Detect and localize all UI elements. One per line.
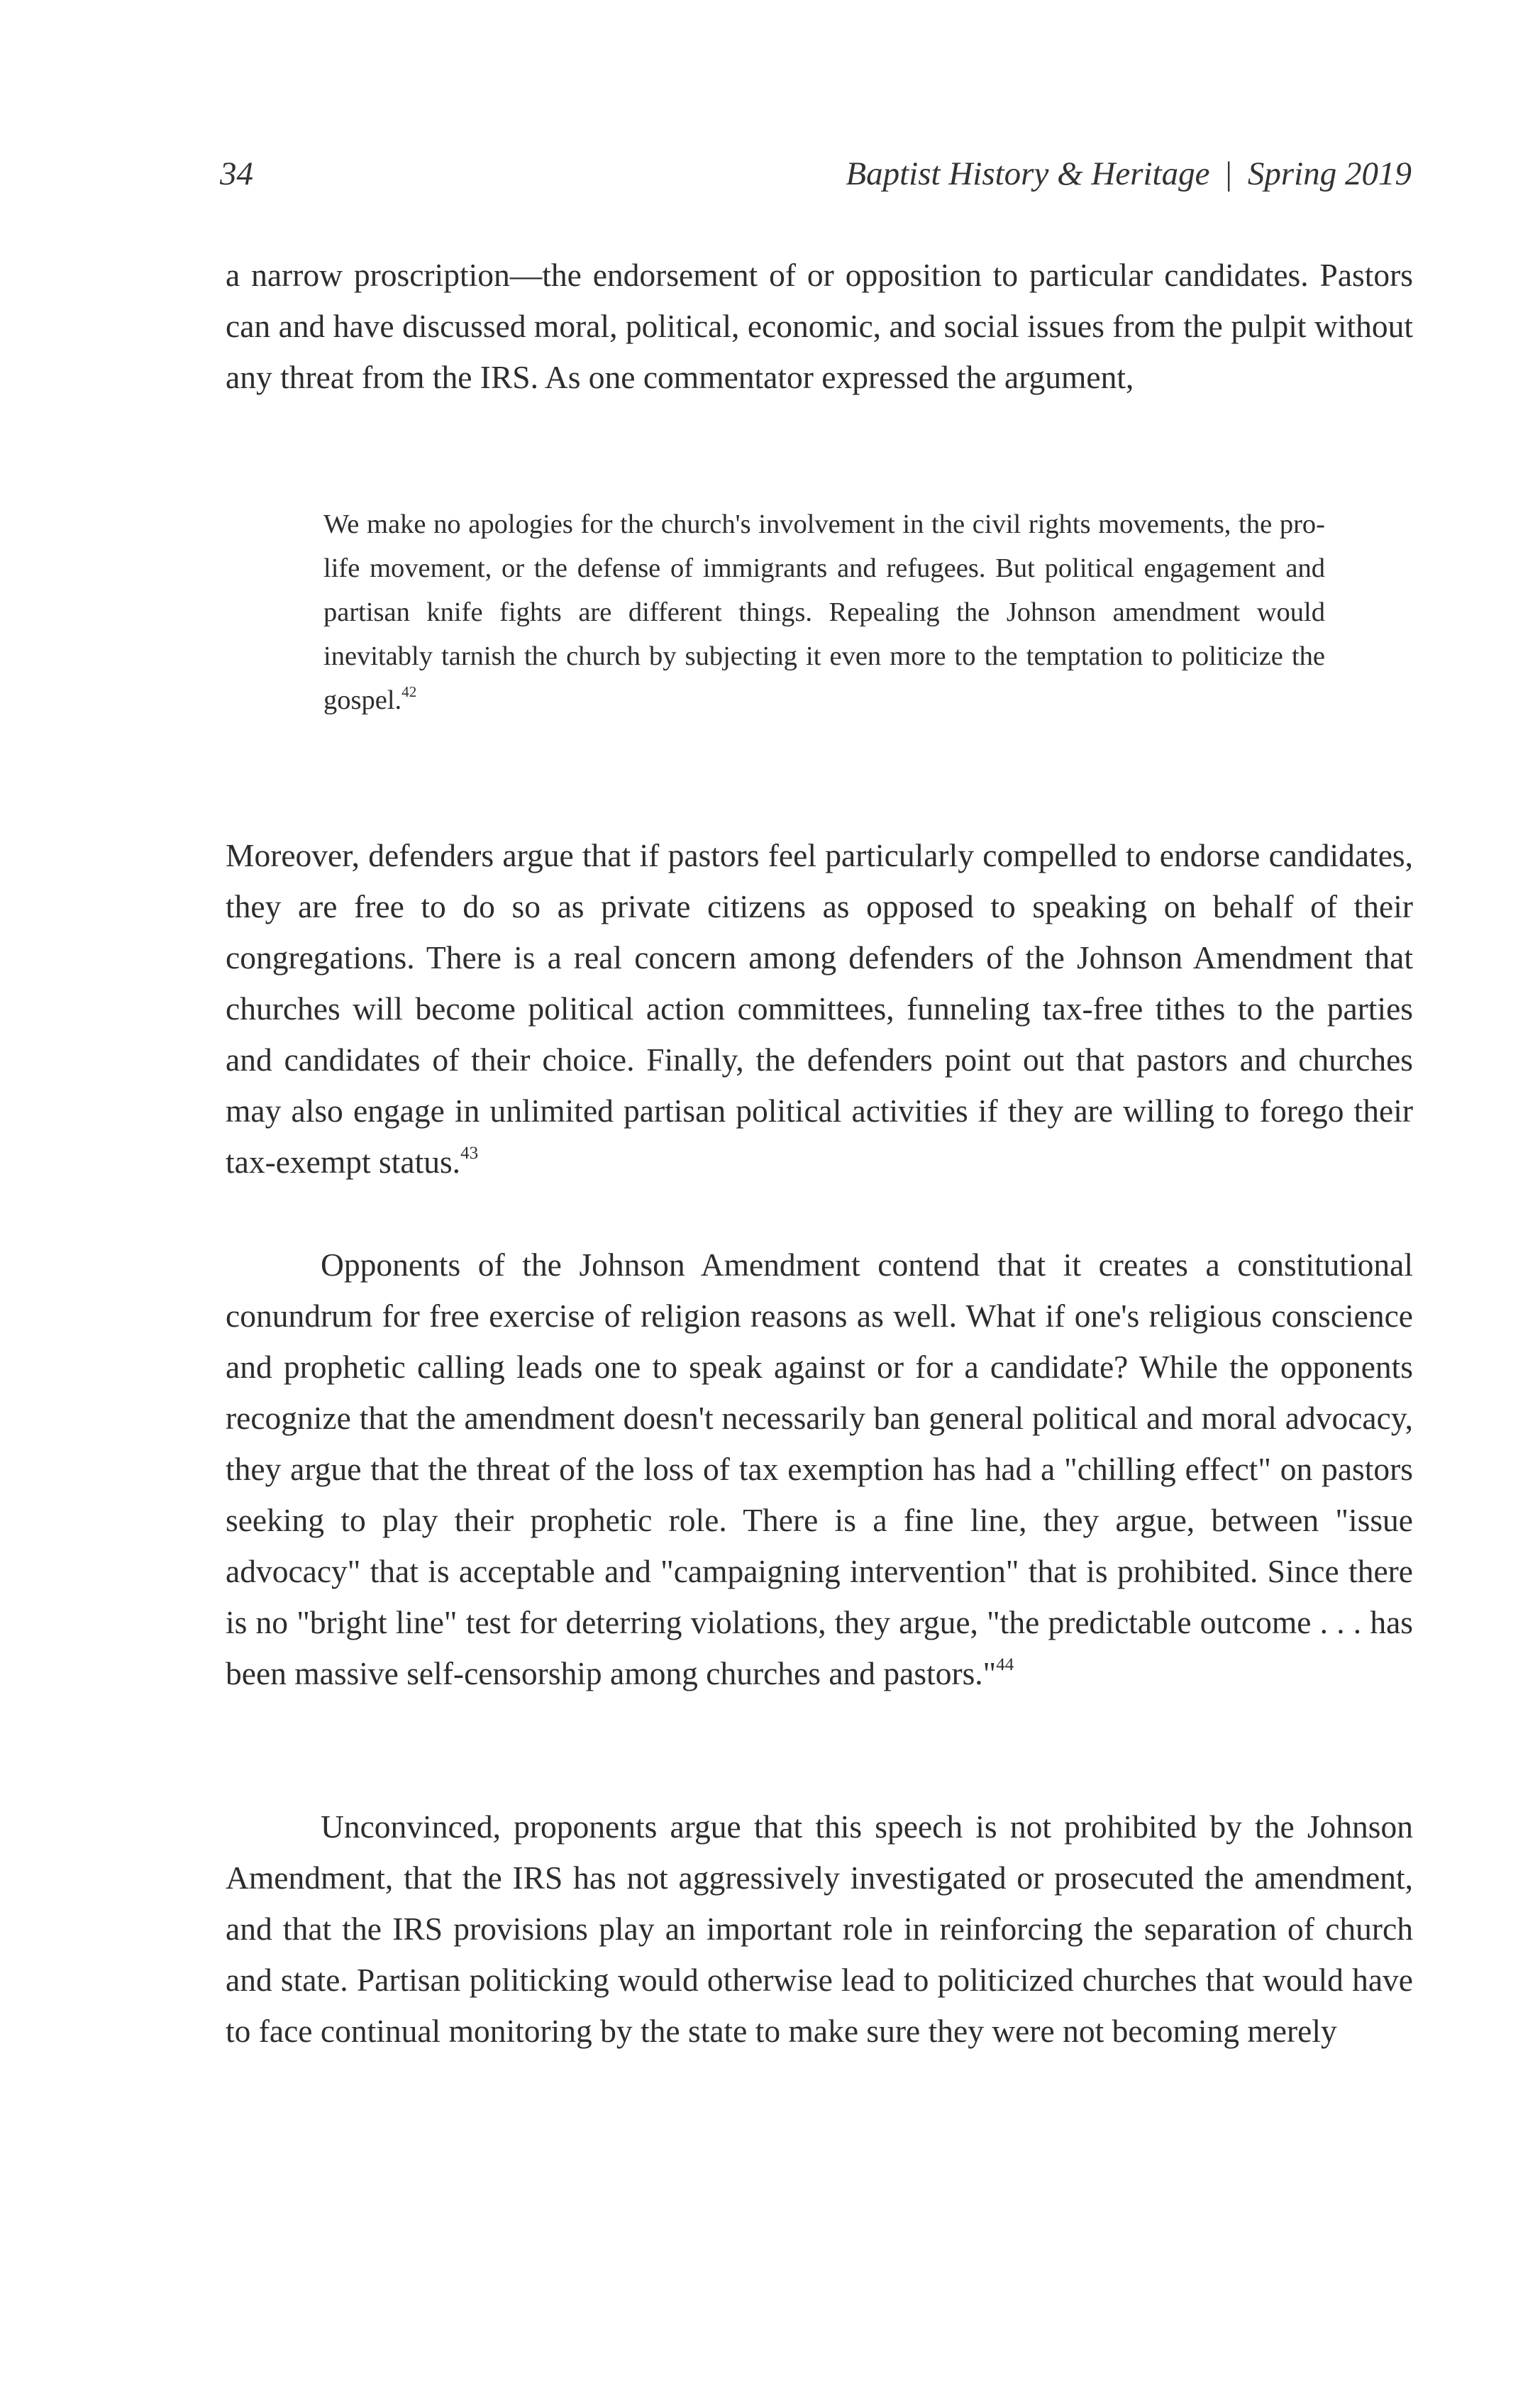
running-head bbox=[846, 155, 1412, 193]
block-quote bbox=[323, 502, 1325, 722]
paragraph-text: Unconvinced, proponents argue that this speech is not prohibited by the Johnson Amendment, that the IRS has not aggressively investigated or prosecuted the amendment, and that the IRS provisions play an important role in reinforcing the separation of church and state. Partisan politicking would otherwise lead to politicized churches that would have to face continual monitoring by the state to make sure they were not becoming merely bbox=[226, 1808, 1413, 2049]
footnote-ref-43[interactable]: 43 bbox=[460, 1144, 479, 1164]
header-separator: | bbox=[1225, 155, 1232, 192]
paragraph-text: Moreover, defenders argue that if pastors feel particularly compelled to endorse candidates, they are free to do so as private citizens as opposed to speaking on behalf of their congregations. There is a real concern among defenders of the Johnson Amendment that churches will become political action committees, funneling tax-free tithes to the parties and candidates of their choice. Finally, the defenders point out that pastors and churches may also engage in unlimited partisan political activities if they are willing to forego their tax-exempt status. bbox=[226, 837, 1413, 1180]
paragraph-opponents bbox=[226, 1239, 1413, 1699]
footnote-ref-44[interactable]: 44 bbox=[996, 1655, 1014, 1675]
paragraph-moreover bbox=[226, 830, 1413, 1188]
block-quote-text: We make no apologies for the church's involvement in the civil rights movements, the pro-life movement, or the defense of immigrants and refugees. But political engagement and partisan knife fights are different things. Repealing the Johnson amendment would inevitably tarnish the church by subjecting it even more to the temptation to politicize the gospel. bbox=[323, 509, 1325, 715]
page-number: 34 bbox=[220, 155, 253, 192]
paragraph-unconvinced bbox=[226, 1801, 1413, 2057]
paragraph-text: a narrow proscription—the endorsement of or opposition to particular candidates. Pastors can and have discussed moral, political, economic, and social issues from the pulpit without any threat from the IRS. As one commentator expressed the argument, bbox=[226, 257, 1413, 395]
issue-label: Spring 2019 bbox=[1247, 155, 1412, 192]
paragraph-text: Opponents of the Johnson Amendment contend that it creates a constitutional conundrum for free exercise of religion reasons as well. What if one's religious conscience and prophetic calling leads one to speak against or for a candidate? While the opponents recognize that the amendment doesn't necessarily ban general political and moral advocacy, they argue that the threat of the loss of tax exemption has had a "chilling effect" on pastors seeking to play their prophetic role. There is a fine line, they argue, between "issue advocacy" that is acceptable and "campaigning intervention" that is prohibited. Since there is no "bright line" test for deterring violations, they argue, "the predictable outcome . . . has been massive self-censorship among churches and pastors." bbox=[226, 1247, 1413, 1691]
journal-title: Baptist History & Heritage bbox=[846, 155, 1210, 192]
running-header bbox=[220, 155, 1412, 204]
footnote-ref-42[interactable]: 42 bbox=[401, 683, 417, 700]
paragraph-continuation bbox=[226, 250, 1413, 403]
